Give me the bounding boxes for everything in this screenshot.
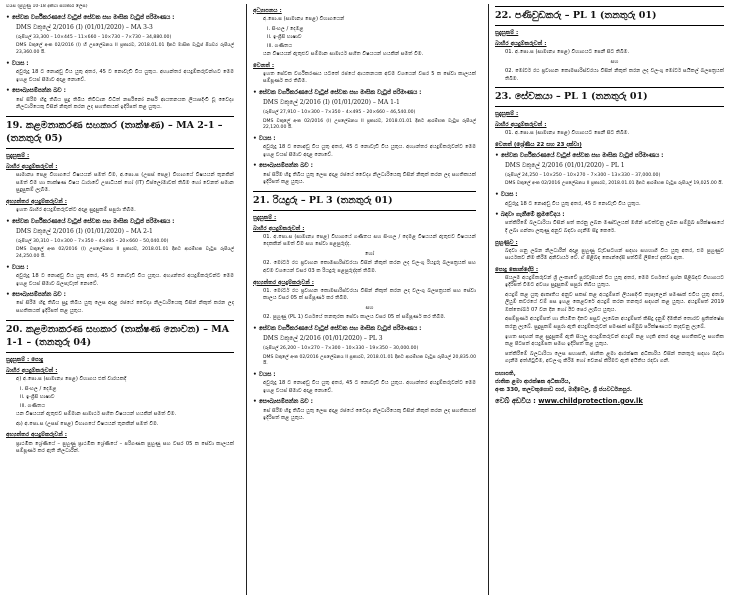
website-line: [495, 397, 724, 407]
internal-qualification-1: 01. මෝටර් රථ ප්‍රවාහන කොමසාරිස්වරයා විසින් නිකුත් කරන ලද වලංගු බලපත්‍රයක් සහ සේවා කාලය වසර 05 ක් සම්පූර්ණ කර තිබීම.: [263, 287, 476, 302]
internal-qualification-text: ඉහත බාහිර අයදුම්කරුවන්ට අදාළ සුදුසුකම් සපුරා තිබීම.: [16, 207, 136, 214]
education-text: අ.පො.ස (සාමාන්‍ය පෙළ) විභාගයෙන්: [263, 16, 345, 23]
list-item: ii. ඉංග්‍රීසි භාෂාව: [267, 34, 302, 41]
qualification-b: ආ) අ.පො.ස (උසස් පෙළ) විභාගයේ විෂයයන් තුනකින් සමත් වීම.: [16, 420, 159, 427]
subject-list: [20, 386, 234, 411]
recruitment-text: පත්කිරීමේ බලධාරියා විසින් පත් කරනු ලබන මණ්ඩලයක් මගින් පවත්වනු ලබන සම්මුඛ පරීක්ෂණයේ දී ලබා ගන්නා ලකුණු අනුව බඳවා ගැනීම සිදු කෙරේ.: [505, 220, 724, 234]
list-item: iii. ගණිතය: [20, 402, 46, 409]
list-item: iii. ගණිතය: [267, 42, 293, 49]
column-middle: [246, 4, 476, 595]
salary-heading: • සේවක වර්ගීකරණයේ වැටුප් සේවක සහ මාසික වැටුප් පරිමාණය :: [6, 218, 234, 226]
list-item: ii. ඉංග්‍රීසි භාෂාව: [20, 394, 55, 401]
salary-note: DMS වකුලේ අංක 02/2016 (I) උපලේඛනය II ප්‍රකාරව, 2018.01.01 දිනට ආරම්භක වැටුප රුපියල් 24,250.00 යි.: [16, 247, 234, 259]
health-heading: • සෞඛ්‍යසම්පන්න බව :: [6, 291, 234, 299]
section-19-title: 19. කළමනාකරණ සහකාර (තාක්ෂණ) – MA 2-1 – (තනතුරු 05): [6, 116, 234, 150]
external-qualification-text: සාමාන්‍ය පෙළ විභාගයේ විෂයයන් සමත් වීම, අ.පො.ස (උසස් පෙළ) විභාගයේ විෂයයන් තුනකින් සමත් වීම හා තාක්ෂණ විෂය ධාරාවේ උපාධියක් හෝ (IT) ඩිප්ලෝමාවක් තිබීම හෝ වෙනත් සමාන සුදුසුකම් ලැබීම.: [16, 172, 234, 194]
age-text: අවුරුදු 18 ට නොඅඩු විය යුතු අතර, 45 ට නොවැඩි විය යුතුය. අභ්‍යන්තර අයදුම්කරුවන්හට මෙම ඉහළ වයස් සීමාව අදාළ නොවේ.: [16, 69, 234, 83]
organization-address: අංක 330, තලවතුගොඩ පාර, මාදිවෙල, ශ්‍රී ජයවර්ධනපුර.: [495, 387, 632, 394]
qualifications-heading: සුදුසුකම් :: [495, 110, 519, 117]
salary-scale: (රුපියල් 30,310 – 10×300 – 7×350 – 4×495 – 20×660 – 50,040.00): [16, 238, 169, 244]
list-item: i. සිංහල / දෙමළ: [20, 385, 57, 392]
dms-code: DMS වකුලේ 2/2016 (I) (01/01/2020) – MA 1-1: [263, 99, 400, 107]
column-right: [488, 4, 724, 595]
salary-scale: (රුපියල් 24,250 – 10×250 – 10×270 – 7×300 – 13×330 – 37,000.00): [505, 172, 661, 178]
list-item: i. සිංහල / දෙමළ: [267, 25, 304, 32]
qualifications-heading: සුදුසුකම් :: [6, 153, 30, 160]
top-line: වයස (පුහුණු 10-18 දක්වා සහකාර ලෙස): [6, 4, 88, 9]
salary-note: DMS වකුලේ අංක 02/2016 (I) උපලේඛනය II ප්‍රකාරව, 2018.01.01 දිනට ආරම්භක වැටුප රුපියල් 22,120.00 යි.: [263, 118, 476, 131]
age-heading: • වයස :: [253, 371, 476, 379]
or-text: හෝ: [364, 250, 375, 257]
salary-heading: • සේවක වර්ගීකරණයේ වැටුප් සේවක සහ මාසික වැටුප් පරිමාණය :: [495, 152, 724, 160]
other-heading: වෙනත් :: [253, 62, 275, 69]
section-21-title: 21. රියදුරු – PL 3 (තනතුරු 01): [253, 191, 476, 211]
salary-note: DMS වකුලේ අංක 02/2016 (I) හි උපලේඛනය II ප්‍රකාරව, 2018.01.01 දිනට මාසික වැටුප් පියවර රුපියල් 23,360.00 යි.: [16, 43, 234, 56]
and-text: සහ: [610, 58, 619, 65]
website-link[interactable]: www.childprotection.gov.lk: [538, 396, 643, 405]
qualification-1: 01. අ.පො.ස (සාමාන්‍ය පෙළ) විභාගයට පෙනී සිට තිබීම.: [505, 48, 630, 55]
internal-qualification-text: ප්‍රාථමික ශ්‍රේණියේ – පුහුණු ප්‍රාථමික ශ්‍රේණියේ – පරිගණක පුහුණු සහ වසර 05 ක සේවා කාලයක් සම්පූර්ණ කර ඇති නිලධාරීන්.: [16, 440, 234, 455]
salary-heading: • සේවක වර්ගීකරණයේ වැටුප් සේවක සහ මාසික වැටුප් පරිමාණය :: [253, 325, 476, 333]
salary-heading: • සේවක වර්ගීකරණයේ වැටුප් සේවක සහ මාසික වැටුප් පරිමාණය :: [6, 14, 234, 22]
dms-code: DMS වකුලේ 2/2016 (01/01/2020) – PL 3: [263, 335, 383, 343]
internal-applicants-heading: අභ්‍යන්තර අයදුම්කරුවන් :: [6, 432, 67, 439]
qualification-a: අ) අ.පො.ස (සාමාන්‍ය පෙළ) විභාගය එක් වාරයකදී: [16, 376, 127, 383]
general-condition-2: අයදුම් කළ යුතු ආකෘතිය අනුව සකස් කළ අයදුම්පත් ලියාපදිංචි තැපෑලෙන් පමණක් එවිය යුතු අතර, ලියුම් කවරයේ වම් පස ඉහළ කෙළවරේ අයදුම් කරන තනතුර සඳහන් කළ යුතුය. අයදුම්පත් 2019 ඔක්තෝබර් 07 වන දින හෝ ඊට පෙර ලැබිය යුතුය.: [505, 291, 724, 313]
external-applicants-heading: බාහිර අයදුම්කරුවන් :: [6, 368, 58, 375]
general-condition-3: අසම්පූර්ණ අයදුම්පත් හා නියමිත දිනට පසුව ලැබෙන අයදුම්පත් කිසිදු දැනුම් දීමකින් තොරව ප්‍රතික්ෂේප කරනු ලැබේ. සුදුසුකම් සපුරා ඇති අයදුම්කරුවන් පමණක් සම්මුඛ පරීක්ෂණයට කැඳවනු ලැබේ.: [505, 316, 724, 330]
other-heading: වෙනත් (ශ්‍රේණිය 22 සහ 23 දක්වා): [495, 141, 582, 148]
section-22-title: 22. පණිවුඩකරු – PL 1 (තනතුරු 01): [495, 6, 724, 26]
age-text: අවුරුදු 18 ට නොඅඩු විය යුතු අතර, 45 ට නොවැඩි විය යුතුය.: [505, 200, 641, 207]
general-conditions-heading: පොදු කොන්දේසි :: [495, 266, 539, 273]
salary-heading: • සේවක වර්ගීකරණයේ වැටුප් සේවක සහ මාසික වැටුප් පරිමාණය :: [253, 89, 476, 97]
salary-note: DMS වකුලේ අංක 02/2016 උපලේඛනය II ප්‍රකාරව, 2018.01.01 දිනට ආරම්භක වැටුප රුපියල් 20,835.00 යි.: [263, 354, 476, 367]
health-heading: • සෞඛ්‍යසම්පන්න බව :: [6, 87, 234, 95]
dms-code: DMS වකුලේ 2/2016 (01/01/2020) – PL 1: [505, 162, 625, 170]
qualifications-heading: සුදුසුකම් :: [253, 214, 277, 221]
and-text: සහ: [365, 304, 374, 311]
general-condition-4: ඉහත සඳහන් කළ සුදුසුකම් ඇති සියලු අයදුම්කරුවන් අයදුම් කළ හැකි අතර අදාළ සහතිකවල සහතික කළ පිටපත් අයදුම්පත සමඟ ඉදිරිපත් කළ යුතුය.: [505, 333, 724, 348]
internal-applicants-heading: අභ්‍යන්තර අයදුම්කරුවන් :: [6, 198, 67, 205]
signature-block: [495, 370, 724, 395]
health-text: සේ සිරීම හිඳු තිබිය සුදු තිබිය තිවිධාන විධිත් නර්සිනෝ නර්සි ආයතනයක ලියාපදිංචි වූ වෛද්‍ය නිලධාරියෙකු විසින් නිකුත් කරන ලද සහතිකයක් ඉදිරිපත් කළ යුතුය.: [16, 96, 234, 111]
age-heading: • වයස :: [253, 135, 476, 143]
health-text: සේ සිරීම හිඳු තිබිය යුතු ලෙස අදාළ රජයේ වෛද්‍ය නිලධාරියෙකු විසින් නිකුත් කරන ලද සහතිකයක් ඉදිරිපත් කළ යුතුය.: [263, 407, 476, 422]
training-heading: පුහුණුව :: [495, 239, 518, 246]
age-text: අවුරුදු 18 ට නොඅඩු විය යුතු අතර, 45 ට නොවැඩි විය යුතුය. අභ්‍යන්තර අයදුම්කරුවන්ට මෙම ඉහළ වයස් සීමාව අදාළ නොවේ.: [263, 144, 476, 158]
age-heading: • වයස :: [495, 191, 724, 199]
training-text: බඳවා ගනු ලබන නිලධාරීන් අදාළ පුහුණු වැඩසටහන් සඳහා සහභාගී විය යුතු අතර, එම පුහුණුව සාර්ථකව නිම කිරීම අනිවාර්ය වේ. ඒ පිළිබඳ කොන්දේසි පත්වීම් ලිපියේ දක්වා ඇත.: [505, 247, 724, 262]
other-text: ඉහත සේවක වර්ගීකරණය යටතේ රජයේ ආයතනයක අවම වශයෙන් වසර 5 ක සේවා කාලයක් සම්පූර්ණ කර තිබීම.: [263, 70, 476, 85]
qualification-2: 02. මෝටර් රථ ප්‍රවාහන කොමසාරිස්වරයා විසින් නිකුත් කරන ලද වලංගු රියදුරු බලපත්‍රයක් සහ අවම වශයෙන් වසර 03 ක රියදුරු පළපුරුද්දක් තිබීම.: [263, 260, 476, 274]
external-applicants-heading: බාහිර අයදුම්කරුවන් :: [253, 225, 305, 232]
general-condition-5: පත්කිරීමේ බලධාරියා ලෙස සභාපති, ජාතික ළමා ආරක්ෂක අධිකාරිය විසින් තනතුරු සඳහා බඳවා ගැනීම අත්හිටුවීම, අවලංගු කිරීම හෝ වෙනස් කිරීමට ඇති අයිතිය රඳවා ගනී.: [505, 350, 724, 365]
salary-scale: (රුපියල් 26,200 – 10×270 – 7×300 – 10×330 – 19×350 – 30,000.00): [263, 345, 419, 351]
qualification-text: යන විෂයයන් ඇතුළුව සම්මාන සාමාර්ථ සහිත විෂයයන් හයකින් සමත් වීම.: [16, 411, 177, 418]
general-condition-1: සියලුම අයදුම්කරුවන් ශ්‍රී ලංකාවේ පුරවැසියන් විය යුතු අතර, මෙම වර්ගයේ ප්‍රශ්න පිළිබඳව විභාගයට ඉදිරිපත් වීමට අවශ්‍ය සුදුසුකම් සපුරා තිබිය යුතුය.: [505, 274, 724, 289]
internal-applicants-heading: අභ්‍යන්තර අයදුම්කරුවන් :: [253, 279, 314, 286]
health-text: සේ සිරීම හිඳු තිබිය සුදු තිබිය යුතු ලෙස අදාළ රජයේ වෛද්‍ය නිලධාරියෙකු විසින් නිකුත් කරන ලද සහතිකයක් ඉදිරිපත් කළ යුතුය.: [16, 300, 234, 315]
subject-list: [267, 26, 476, 51]
organization-name: ජාතික ළමා ආරක්ෂක අධිකාරිය,: [495, 379, 571, 386]
age-heading: • වයස :: [6, 264, 234, 272]
salary-scale: (රුපියල් 33,300 – 10×445 – 11×660 – 10×730 – 7×730 – 34,880.00): [16, 34, 172, 40]
signatory-role: සභාපති,: [495, 370, 516, 377]
education-text-2: යන විෂයයන් ඇතුළුව සම්මාන සාමාර්ථ සහිත විෂයයන් හයකින් සමත් වීම.: [263, 51, 424, 58]
external-applicants-heading: බාහිර අයදුම්කරුවන් :: [495, 40, 547, 47]
salary-note: DMS වකුලේ අංක 02/2016 උපලේඛනය II ප්‍රකාරව, 2018.01.01 දිනට ආරම්භක වැටුප රුපියල් 19,025.00 යි.: [505, 181, 723, 187]
internal-qualification-2: 02. පුහුණු (PL 1) වර්ගයේ තනතුරක සේවා කාලය වසර 05 ක් සම්පූර්ණ කර තිබීම.: [263, 314, 446, 321]
website-label: වෙබ් අඩවිය :: [495, 396, 536, 405]
section-23-title: 23. සේවකයා – PL 1 (තනතුරු 01): [495, 87, 724, 107]
qualification-1: 01. අ.පො.ස (සාමාන්‍ය පෙළ) විභාගයේ ගණිතය සහ සිංහල / දෙමළ විෂයයන් ඇතුළුව විෂයයන් දෙකකින් සමත් වීම සහ සේවා පළපුරුද්ද.: [263, 233, 476, 248]
external-applicants-heading: බාහිර අයදුම්කරුවන් :: [6, 164, 58, 171]
age-text: අවුරුදු 18 ට නොඅඩු විය යුතු අතර, 45 ට නොවැඩි විය යුතුය. අභ්‍යන්තර අයදුම්කරුවන්ට මෙම ඉහළ වයස් සීමාව බලපැවැත් නොවේ.: [16, 273, 234, 287]
education-heading: අධ්‍යාපනය :: [253, 8, 282, 14]
age-text: අවුරුදු 18 ට නොඅඩු විය යුතු අතර, 45 ට නොවැඩි විය යුතුය. අභ්‍යන්තර අයදුම්කරුවන්ට මෙම ඉහළ වයස් සීමාව අදාළ නොවේ.: [263, 380, 476, 394]
qualification-2: 02. මෝටර් රථ ප්‍රවාහන කොමසාරිස්වරයා විසින් නිකුත් කරන ලද වලංගු මෝටර් සයිකල් බලපත්‍රයක් තිබීම.: [505, 68, 724, 82]
column-left: [6, 4, 234, 595]
salary-scale: (රුපියල් 27,910 – 10×300 – 7×350 – 4×495 – 20×660 – 46,540.00): [263, 110, 416, 116]
qualifications-heading: සුදුසුකම් : පොදු: [6, 357, 44, 364]
qualifications-heading: සුදුසුකම් :: [495, 29, 519, 36]
section-20-title: 20. කළමනාකරණ සහකාර (තාක්ෂණ නොවන) – MA 1-1 – (තනතුරු 04): [6, 320, 234, 354]
recruitment-heading: • බඳවා ගැනීමේ ක්‍රමවේදය :: [495, 211, 724, 219]
age-heading: • වයස :: [6, 60, 234, 68]
dms-code: DMS වකුලේ 2/2016 (I) (01/01/2020) – MA 3-3: [16, 24, 153, 32]
health-heading: • සෞඛ්‍යසම්පන්න බව :: [253, 162, 476, 170]
qualification-1: 01. අ.පො.ස (සාමාන්‍ය පෙළ) විභාගයට පෙනී සිට තිබීම.: [505, 130, 630, 137]
external-applicants-heading: බාහිර අයදුම්කරුවන් :: [495, 121, 547, 128]
health-text: සේ සිරීම හිඳු තිබිය යුතු ලෙස අදාළ රජයේ වෛද්‍ය නිලධාරියෙකු විසින් නිකුත් කරන ලද සහතිකයක් ඉදිරිපත් කළ යුතුය.: [263, 171, 476, 186]
dms-code: DMS වකුලේ 2/2016 (I) (01/01/2020) – MA 2-1: [16, 227, 153, 235]
health-heading: • සෞඛ්‍යසම්පන්න බව :: [253, 398, 476, 406]
